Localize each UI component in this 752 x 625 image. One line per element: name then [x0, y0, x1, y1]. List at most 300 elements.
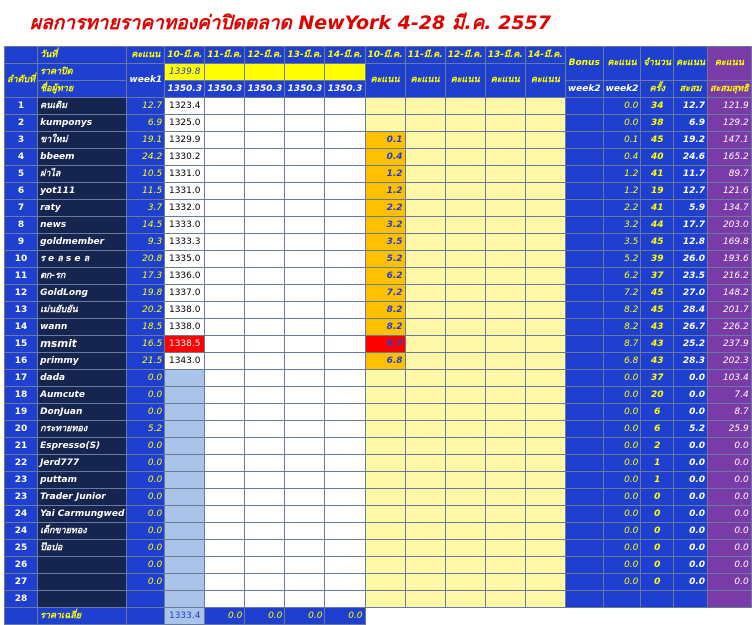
guess-cell	[325, 285, 365, 302]
guess-cell	[285, 115, 325, 132]
accum-score: 6.9	[674, 115, 708, 132]
daily-score-cell	[405, 234, 445, 251]
daily-score-cell	[485, 98, 525, 115]
daily-score-cell	[405, 472, 445, 489]
player-name: goldmember	[38, 234, 127, 251]
average-value: 1333.4	[165, 608, 205, 625]
guess-cell	[245, 302, 285, 319]
total-score: 148.2	[708, 285, 752, 302]
daily-score-cell	[365, 506, 405, 523]
player-name: kumponys	[38, 115, 127, 132]
average-label: ราคาเฉลี่ย	[38, 608, 127, 625]
accum-score: 26.7	[674, 319, 708, 336]
guess-cell	[245, 149, 285, 166]
daily-score-cell	[445, 421, 485, 438]
bonus-cell	[565, 540, 603, 557]
guess-cell	[285, 302, 325, 319]
week2-score: 0.0	[603, 438, 641, 455]
bonus-cell	[565, 574, 603, 591]
guess-cell	[325, 166, 365, 183]
daily-score-cell	[405, 591, 445, 608]
total-score: 134.7	[708, 200, 752, 217]
daily-score-cell	[405, 200, 445, 217]
total-score: 0.0	[708, 523, 752, 540]
week1-score: 0.0	[127, 489, 165, 506]
guess-cell	[165, 404, 205, 421]
daily-score-cell	[485, 302, 525, 319]
bonus-cell	[565, 268, 603, 285]
daily-score-cell	[405, 540, 445, 557]
guess-cell	[285, 319, 325, 336]
guess-cell	[205, 404, 245, 421]
rank-cell: 4	[5, 149, 38, 166]
week2-score: 5.2	[603, 251, 641, 268]
rank-cell: 10	[5, 251, 38, 268]
guess-cell	[205, 489, 245, 506]
daily-score-cell	[365, 115, 405, 132]
accum-score: 0.0	[674, 387, 708, 404]
score-label: คะแนน	[365, 64, 405, 98]
total-score: 103.4	[708, 370, 752, 387]
guess-cell	[205, 540, 245, 557]
total-score: 169.8	[708, 234, 752, 251]
week1-score: 0.0	[127, 370, 165, 387]
daily-score-cell	[445, 438, 485, 455]
daily-score-cell	[485, 472, 525, 489]
daily-score-cell	[365, 370, 405, 387]
accum-score: 0.0	[674, 472, 708, 489]
daily-score-cell: 2.2	[365, 200, 405, 217]
week1-score: 9.3	[127, 234, 165, 251]
guess-cell	[245, 336, 285, 353]
total-score: 193.6	[708, 251, 752, 268]
daily-score-cell	[485, 523, 525, 540]
rank-cell: 11	[5, 268, 38, 285]
times-label: ครั้ง	[641, 81, 674, 98]
guess-cell	[325, 574, 365, 591]
guess-cell	[285, 370, 325, 387]
guess-cell	[245, 319, 285, 336]
daily-score-cell	[405, 319, 445, 336]
player-name: bbeem	[38, 149, 127, 166]
count-cell: 43	[641, 336, 674, 353]
date-cell: 10-มี.ค.	[365, 47, 405, 64]
guess-cell	[285, 132, 325, 149]
table-row	[5, 234, 752, 251]
daily-score-cell	[525, 166, 565, 183]
daily-score-cell	[485, 591, 525, 608]
daily-score-cell	[525, 268, 565, 285]
count-cell: 38	[641, 115, 674, 132]
daily-score-cell	[445, 506, 485, 523]
daily-score-cell	[365, 557, 405, 574]
bonus-cell	[565, 336, 603, 353]
week1-score: 0.0	[127, 455, 165, 472]
total-score: 237.9	[708, 336, 752, 353]
guess-cell	[325, 353, 365, 370]
guess-cell	[245, 387, 285, 404]
daily-score-cell	[445, 302, 485, 319]
daily-score-cell	[405, 149, 445, 166]
daily-score-cell	[445, 217, 485, 234]
table-row	[5, 557, 752, 574]
guess-cell	[205, 438, 245, 455]
rank-cell: 13	[5, 302, 38, 319]
guess-cell	[325, 387, 365, 404]
guess-cell	[245, 404, 285, 421]
guess-cell	[285, 200, 325, 217]
week1-score	[127, 591, 165, 608]
guess-cell	[325, 183, 365, 200]
player-name	[38, 591, 127, 608]
week1-score: 0.0	[127, 557, 165, 574]
count-cell: 40	[641, 149, 674, 166]
accum-score: 12.7	[674, 183, 708, 200]
daily-score-cell	[525, 421, 565, 438]
table-row	[5, 183, 752, 200]
total-score: 201.7	[708, 302, 752, 319]
daily-score-cell	[405, 251, 445, 268]
daily-score-cell	[445, 234, 485, 251]
total-score: 147.1	[708, 132, 752, 149]
week2-score: 8.2	[603, 302, 641, 319]
guess-cell	[205, 557, 245, 574]
daily-score-cell	[445, 285, 485, 302]
guess-cell	[245, 540, 285, 557]
daily-score-cell	[445, 132, 485, 149]
week1-label: week1	[127, 64, 165, 98]
accum-score: 23.5	[674, 268, 708, 285]
daily-score-cell	[445, 319, 485, 336]
guess-cell	[205, 387, 245, 404]
daily-score-cell	[485, 166, 525, 183]
guess-cell	[205, 336, 245, 353]
count-cell: 37	[641, 370, 674, 387]
rank-cell: 5	[5, 166, 38, 183]
guess-cell: 1338.0	[165, 302, 205, 319]
rank-cell: 9	[5, 234, 38, 251]
table-row	[5, 149, 752, 166]
daily-score-cell: 0.4	[365, 149, 405, 166]
week2-score: 3.2	[603, 217, 641, 234]
guess-cell	[205, 302, 245, 319]
score-label: คะแนน	[603, 47, 641, 81]
daily-score-cell: 7.2	[365, 285, 405, 302]
player-name: Trader Junior	[38, 489, 127, 506]
daily-score-cell	[485, 217, 525, 234]
total-score	[708, 591, 752, 608]
daily-score-cell: 3.5	[365, 234, 405, 251]
daily-score-cell	[405, 132, 445, 149]
week1-score: 21.5	[127, 353, 165, 370]
player-name: ตก-รก	[38, 268, 127, 285]
date-cell: 11-มี.ค.	[405, 47, 445, 64]
week1-score: 18.5	[127, 319, 165, 336]
daily-score-cell	[365, 421, 405, 438]
guess-cell	[285, 387, 325, 404]
guess-cell	[285, 489, 325, 506]
guess-cell	[285, 404, 325, 421]
guess-cell	[165, 455, 205, 472]
accum-score	[674, 591, 708, 608]
total-label: คะแนน	[708, 47, 752, 81]
week1-score: 11.5	[127, 183, 165, 200]
count-cell: 0	[641, 540, 674, 557]
count-cell: 0	[641, 523, 674, 540]
guess-cell	[245, 217, 285, 234]
table-row	[5, 387, 752, 404]
page-title: ผลการทายราคาทองค่าปิดตลาด NewYork 4-28 มี.ค. 2557	[30, 12, 551, 34]
week2-score: 0.0	[603, 523, 641, 540]
count-cell: 19	[641, 183, 674, 200]
guess-cell	[245, 285, 285, 302]
daily-score-cell	[445, 251, 485, 268]
guess-cell	[285, 540, 325, 557]
guess-cell	[285, 421, 325, 438]
table-row	[5, 251, 752, 268]
daily-score-cell: 8.7	[365, 336, 405, 353]
guess-cell	[325, 268, 365, 285]
week2-score: 8.2	[603, 319, 641, 336]
daily-score-cell	[365, 489, 405, 506]
daily-score-cell	[365, 591, 405, 608]
total-score: 203.0	[708, 217, 752, 234]
guess-cell	[245, 455, 285, 472]
bonus-cell	[565, 200, 603, 217]
table-row	[5, 98, 752, 115]
rank-cell: 3	[5, 132, 38, 149]
rank-cell: 23	[5, 472, 38, 489]
guess-cell	[245, 166, 285, 183]
table-row	[5, 115, 752, 132]
date-cell: 11-มี.ค.	[205, 47, 245, 64]
daily-score-cell	[525, 523, 565, 540]
daily-score-cell	[485, 268, 525, 285]
player-name: ขาใหม่	[38, 132, 127, 149]
week1-score: 19.8	[127, 285, 165, 302]
rank-cell: 18	[5, 387, 38, 404]
bonus-cell	[565, 319, 603, 336]
count-cell: 1	[641, 472, 674, 489]
rank-cell: 12	[5, 285, 38, 302]
date-cell: 13-มี.ค.	[485, 47, 525, 64]
daily-score-cell	[485, 319, 525, 336]
daily-score-cell	[445, 489, 485, 506]
rank-cell: 24	[5, 506, 38, 523]
daily-score-cell	[405, 404, 445, 421]
daily-score-cell	[365, 574, 405, 591]
daily-score-cell	[485, 438, 525, 455]
daily-score-cell	[405, 523, 445, 540]
guess-cell	[325, 200, 365, 217]
guess-cell	[165, 387, 205, 404]
guess-cell	[285, 506, 325, 523]
guess-cell	[245, 591, 285, 608]
score-label: คะแนน	[445, 64, 485, 98]
week1-score: 16.5	[127, 336, 165, 353]
week2-score: 0.0	[603, 472, 641, 489]
guess-cell	[245, 370, 285, 387]
daily-score-cell	[525, 115, 565, 132]
guess-cell	[205, 523, 245, 540]
table-row	[5, 319, 752, 336]
close-price-cell	[285, 64, 325, 81]
bonus-label: Bonus	[565, 47, 603, 81]
daily-score-cell	[485, 353, 525, 370]
total-score: 7.4	[708, 387, 752, 404]
count-cell: 43	[641, 319, 674, 336]
rank-cell: 2	[5, 115, 38, 132]
total-score: 0.0	[708, 455, 752, 472]
guess-cell	[245, 268, 285, 285]
total-score: 0.0	[708, 540, 752, 557]
daily-score-cell: 3.2	[365, 217, 405, 234]
guess-cell	[325, 217, 365, 234]
guess-cell	[205, 591, 245, 608]
daily-score-cell	[525, 234, 565, 251]
guess-cell: 1337.0	[165, 285, 205, 302]
player-name: msmit	[38, 336, 127, 353]
bonus-cell	[565, 251, 603, 268]
total-score: 202.3	[708, 353, 752, 370]
guess-cell	[285, 285, 325, 302]
bonus-cell	[565, 285, 603, 302]
guess-cell: 1330.2	[165, 149, 205, 166]
guess-cell	[325, 302, 365, 319]
count-cell: 45	[641, 234, 674, 251]
count-cell: 39	[641, 251, 674, 268]
rank-cell: 16	[5, 353, 38, 370]
daily-score-cell	[445, 115, 485, 132]
player-name: wann	[38, 319, 127, 336]
guess-cell	[285, 455, 325, 472]
guess-cell	[245, 506, 285, 523]
guess-cell	[245, 132, 285, 149]
week1-score: 6.9	[127, 115, 165, 132]
total-score: 121.6	[708, 183, 752, 200]
daily-score-cell	[405, 370, 445, 387]
guess-cell	[205, 183, 245, 200]
rank-cell: 6	[5, 183, 38, 200]
guess-cell	[245, 115, 285, 132]
guess-cell	[205, 200, 245, 217]
player-name: puttam	[38, 472, 127, 489]
guess-cell	[205, 115, 245, 132]
guess-cell	[165, 472, 205, 489]
guess-cell	[205, 285, 245, 302]
week1-score: 0.0	[127, 574, 165, 591]
rank-cell: 25	[5, 540, 38, 557]
daily-score-cell	[445, 98, 485, 115]
guess-cell	[325, 421, 365, 438]
count-label: จำนวน	[641, 47, 674, 81]
daily-score-cell	[525, 251, 565, 268]
daily-score-cell	[485, 387, 525, 404]
table-row	[5, 438, 752, 455]
guess-cell	[245, 438, 285, 455]
daily-score-cell	[445, 183, 485, 200]
average-value: 0.0	[285, 608, 325, 625]
daily-score-cell: 1.2	[365, 166, 405, 183]
player-name: เม่นยับยัน	[38, 302, 127, 319]
close-price-cell	[325, 64, 365, 81]
guess-cell: 1333.3	[165, 234, 205, 251]
table-row	[5, 370, 752, 387]
rank-cell: 7	[5, 200, 38, 217]
count-cell: 34	[641, 98, 674, 115]
count-cell: 44	[641, 217, 674, 234]
daily-score-cell	[445, 404, 485, 421]
daily-score-cell	[485, 421, 525, 438]
guess-cell	[205, 370, 245, 387]
week2-score: 0.4	[603, 149, 641, 166]
bonus-cell	[565, 472, 603, 489]
daily-score-cell	[525, 200, 565, 217]
week2-label: week2	[565, 81, 603, 98]
guess-cell: 1338.0	[165, 319, 205, 336]
guess-cell	[165, 591, 205, 608]
daily-score-cell	[445, 370, 485, 387]
week2-score: 0.0	[603, 574, 641, 591]
date-cell: 14-มี.ค.	[525, 47, 565, 64]
daily-score-cell	[525, 540, 565, 557]
week2-score: 1.2	[603, 166, 641, 183]
total-score: 0.0	[708, 489, 752, 506]
daily-score-cell	[485, 574, 525, 591]
guess-cell	[245, 234, 285, 251]
score-label: คะแนน	[525, 64, 565, 98]
accum-score: 0.0	[674, 489, 708, 506]
week2-score: 0.0	[603, 557, 641, 574]
rank-cell: 15	[5, 336, 38, 353]
daily-score-cell	[525, 319, 565, 336]
guess-cell	[165, 489, 205, 506]
guess-cell	[205, 353, 245, 370]
guess-cell	[165, 540, 205, 557]
table-row	[5, 268, 752, 285]
daily-score-cell	[525, 302, 565, 319]
accum-score: 0.0	[674, 574, 708, 591]
score-label: คะแนน	[485, 64, 525, 98]
guess-cell	[325, 438, 365, 455]
guess-cell: 1336.0	[165, 268, 205, 285]
daily-score-cell	[485, 540, 525, 557]
guess-cell	[245, 523, 285, 540]
daily-score-cell	[445, 353, 485, 370]
guess-cell	[165, 370, 205, 387]
daily-score-cell	[485, 132, 525, 149]
accum-score: 0.0	[674, 506, 708, 523]
total-score: 0.0	[708, 506, 752, 523]
bonus-cell	[565, 234, 603, 251]
guess-cell	[205, 574, 245, 591]
accum-score: 26.0	[674, 251, 708, 268]
bonus-cell	[565, 404, 603, 421]
average-row	[5, 608, 752, 625]
date-cell: 12-มี.ค.	[445, 47, 485, 64]
average-value: 0.0	[205, 608, 245, 625]
guess-cell: 1329.9	[165, 132, 205, 149]
guess-cell	[205, 149, 245, 166]
guess-cell	[285, 217, 325, 234]
count-cell: 1	[641, 455, 674, 472]
guess-cell	[205, 132, 245, 149]
guess-cell	[285, 166, 325, 183]
guess-cell	[245, 489, 285, 506]
player-name	[38, 557, 127, 574]
count-cell	[641, 591, 674, 608]
table-row	[5, 166, 752, 183]
